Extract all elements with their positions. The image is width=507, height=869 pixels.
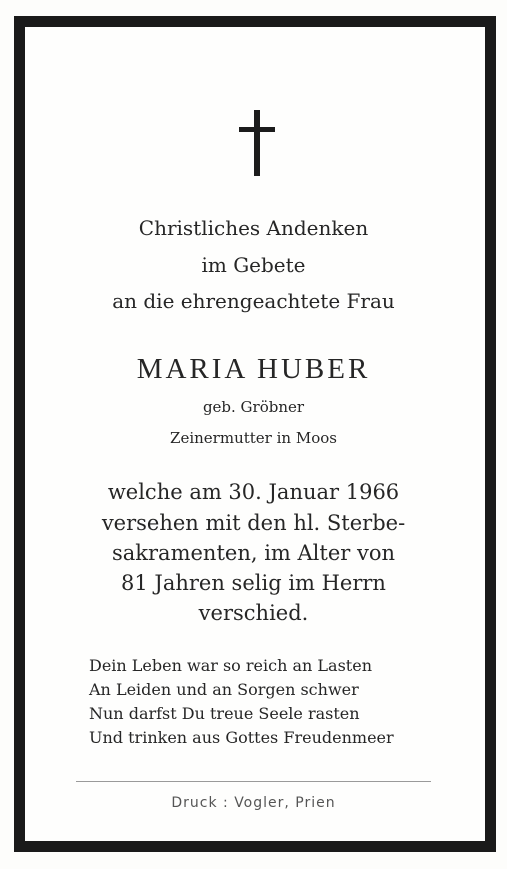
body-line-3: sakramenten, im Alter von — [112, 541, 395, 565]
deceased-title: Zeinermutter in Moos — [170, 429, 337, 447]
body-line-1: welche am 30. Januar 1966 — [107, 480, 400, 504]
intro-line-3: an die ehrengeachtete Frau — [112, 289, 395, 313]
maiden-name: geb. Gröbner — [202, 398, 305, 416]
body-line-4: 81 Jahren selig im Herrn — [121, 571, 386, 595]
verse-line-3: Nun darfst Du treue Seele rasten — [89, 704, 360, 723]
verse-line-1: Dein Leben war so reich an Lasten — [89, 656, 372, 675]
deceased-name: MARIA HUBER — [136, 353, 371, 385]
body-line-5: verschied. — [198, 601, 309, 625]
intro-line-1: Christliches Andenken — [138, 216, 369, 240]
body-line-2: versehen mit den hl. Sterbe- — [101, 511, 406, 535]
printer-credit: Druck : Vogler, Prien — [171, 795, 336, 811]
cross-icon — [239, 110, 275, 176]
divider — [76, 781, 431, 782]
verse-line-2: An Leiden und an Sorgen schwer — [89, 680, 359, 699]
verse-line-4: Und trinken aus Gottes Freudenmeer — [89, 728, 394, 747]
intro-line-2: im Gebete — [201, 253, 306, 277]
